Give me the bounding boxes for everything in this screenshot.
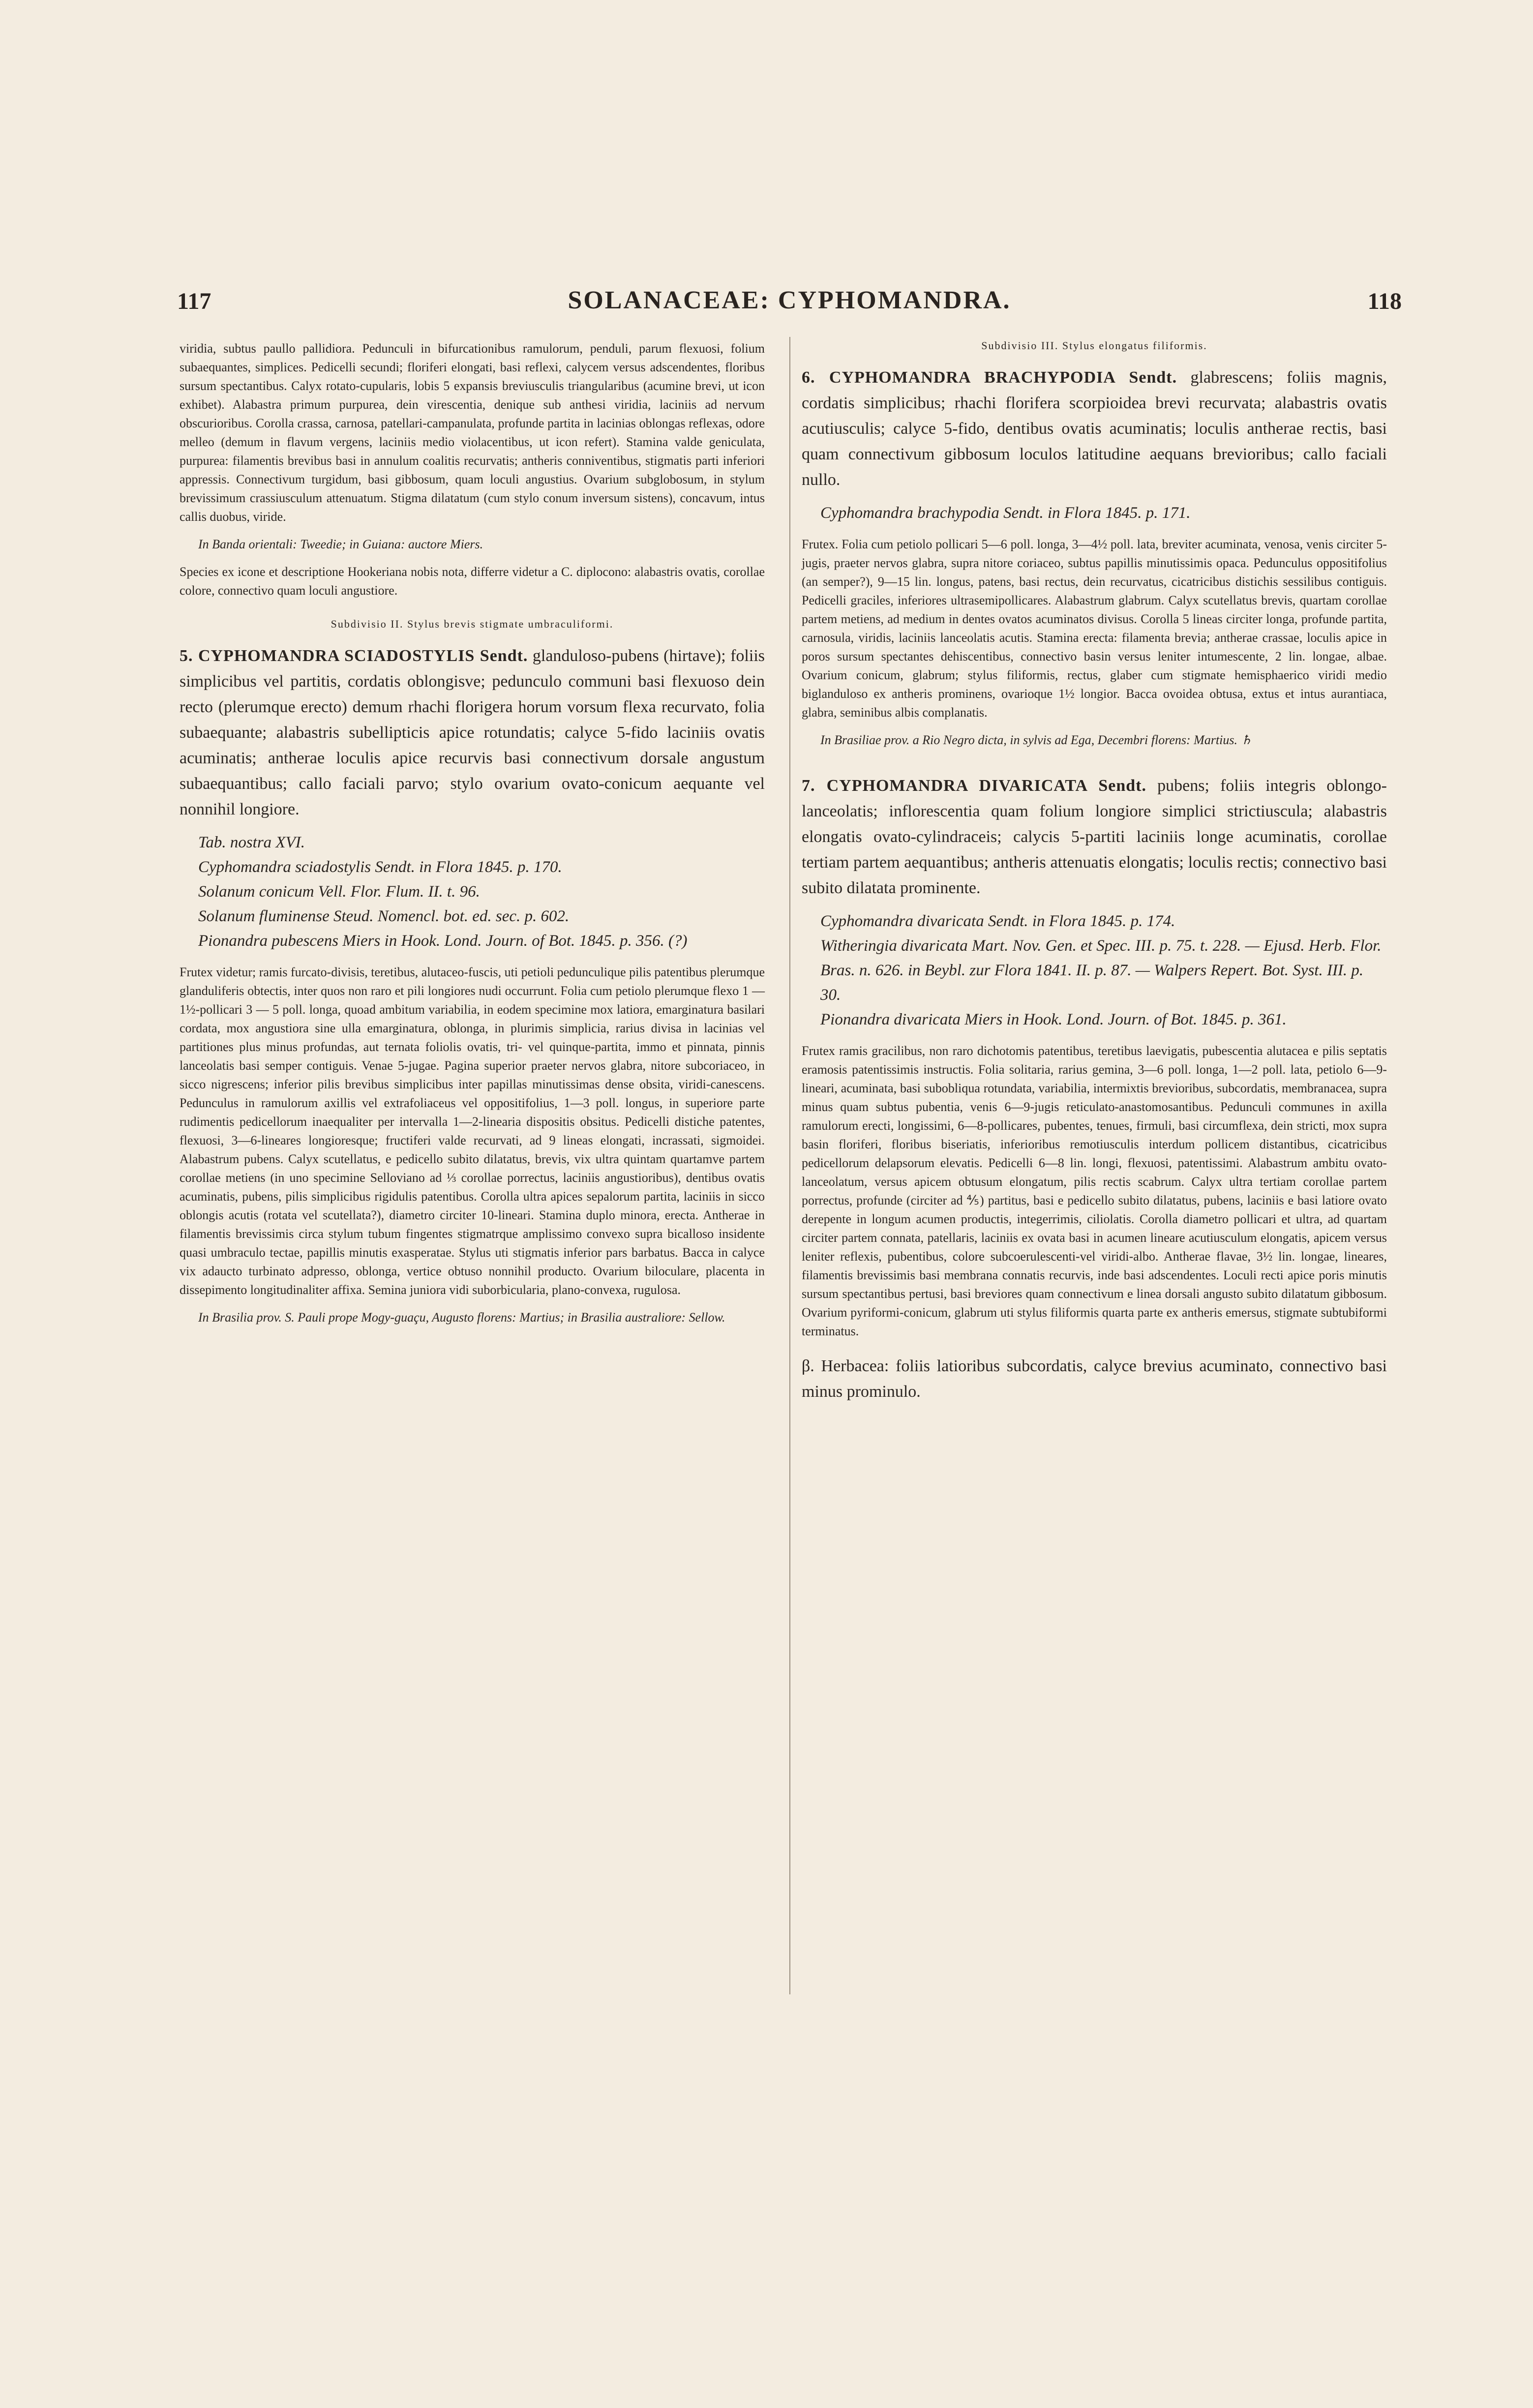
synonym-reference: Cyphomandra brachypodia Sendt. in Flora 1845. p. 171. bbox=[820, 504, 1191, 522]
column-divider bbox=[789, 337, 790, 1994]
right-page-number: 118 bbox=[1367, 288, 1402, 314]
species-name: 6. CYPHOMANDRA BRACHYPODIA Sendt. bbox=[802, 368, 1177, 387]
locality-note: In Brasiliae prov. a Rio Negro dicta, in sylvis ad Ega, Decembri florens: Martius. ♄ bbox=[820, 733, 1252, 747]
page-header bbox=[177, 288, 1402, 317]
synonym-reference: Solanum fluminense Steud. Nomencl. bot. ed. sec. p. 602. bbox=[198, 907, 570, 925]
species-diagnosis bbox=[802, 773, 1387, 901]
synonym-reference: Tab. nostra XVI. bbox=[198, 834, 305, 851]
left-page-number: 117 bbox=[177, 288, 211, 314]
running-title: SOLANACEAE: CYPHOMANDRA. bbox=[568, 286, 1011, 314]
species-diagnosis bbox=[180, 643, 765, 822]
locality-note: In Brasilia prov. S. Pauli prope Mogy-guaçu, Augusto florens: Martius; in Brasilia australiore: Sellow. bbox=[198, 1310, 725, 1324]
diagnosis-text: glanduloso-pubens (hirtave); foliis simplicibus vel partitis, cordatis oblongisve; pedunculo communi basi flexuoso dein recto (plerumque erecto) demum rhachi florigera horum vorsum flexa recurvato, folia subaequante; alabastris subellipticis apice rotundatis; calyce 5-fido laciniis ovatis acuminatis; antherae loculis apice recurvis basi connectivum dorsale angustum subaequantibus; callo faciali parvo; stylo ovarium ovato-conicum aequante vel nonnihil longiore. bbox=[180, 647, 765, 818]
synonym-reference: Solanum conicum Vell. Flor. Flum. II. t. 96. bbox=[198, 883, 480, 901]
right-column bbox=[802, 339, 1387, 1405]
variety-paragraph: β. Herbacea: foliis latioribus subcordatis, calyce brevius acuminato, connectivo basi minus prominulo. bbox=[802, 1357, 1387, 1401]
subdivision-heading: Subdivisio III. Stylus elongatus filiformis. bbox=[981, 339, 1207, 352]
description-paragraph: Frutex ramis gracilibus, non raro dichotomis patentibus, teretibus laevigatis, pubescentia alutacea e pilis septatis eramosis patentissimis instructis. Folia solitaria, rarius gemina, 3—6 poll. longa, 1—2 poll. lata, petiolo 6—9-lineari, acuminata, basi subobliqua rotundata, variabilia, intermixtis brevioribus, subcordatis, membranacea, supra minus quam subtus pubentia, venis 6—9-jugis reticulato-anastomosantibus. Pedunculi communes in axilla ramulorum erecti, longissimi, 6—8-pollicares, pubentes, tenues, firmuli, basi circumflexa, dein stricti, mox supra basin floriferi, floribus biseriatis, inferioribus remotiusculis interdum pollicem distantibus, cicatricibus pedicellorum delapsorum elevatis. Pedicelli 6—8 lin. longi, flexuosi, patentissimi. Alabastrum ambitu ovato-lanceolatum, versus apicem obtusum elongatum, pilis rectis scabrum. Calyx ultra tertiam corollae partem porrectus, profunde (circiter ad ⅘) partitus, basi e pedicello subito dilatatus, pubens, laciniis e basi latiore ovato derepente in longum acumen productis, integerrimis, ciliolatis. Corolla diametro pollicari et ultra, ad quartam circiter partem connata, patellaris, laciniis ex ovata basi in acumen lineare acutiusculum elongatis, apicem versus leniter reflexis, pubentibus, colore subcoerulescenti-vel viridi-albo. Antherae flavae, 3½ lin. longae, lineares, filamentis brevissimis basi membrana connatis recurvis, inde basi adscendentes. Loculi recti apice poris minutis sursum spectantibus pertusi, basi breviores quam connectivum e linea dorsali angusto subito dilatatum gibbosum. Ovarium pyriformi-conicum, glabrum uti stylus filiformis quarta parte ex antheris emersus, stigmate subtubiformi terminatus. bbox=[802, 1044, 1387, 1338]
subdivision-heading: Subdivisio II. Stylus brevis stigmate umbraculiformi. bbox=[331, 618, 614, 630]
synonym-reference: Cyphomandra divaricata Sendt. in Flora 1845. p. 174. bbox=[820, 912, 1175, 930]
locality-note: In Banda orientali: Tweedie; in Guiana: auctore Miers. bbox=[198, 537, 483, 551]
synonym-reference: Cyphomandra sciadostylis Sendt. in Flora 1845. p. 170. bbox=[198, 858, 562, 876]
description-paragraph: Frutex videtur; ramis furcato-divisis, teretibus, alutaceo-fuscis, uti petioli pedunculique pilis patentibus plerumque glanduliferis obtectis, inter quos non raro et pili longiores nudi occurrunt. Folia cum petiolo plerumque flexo 1 — 1½-pollicari 3 — 5 poll. longa, quoad ambitum variabilia, in eodem specimine mox latiora, emarginatura basilari cordata, mox angustiora sine ulla emarginatura, oblonga, in plurimis simplicia, rarius divisa in lacinias vel partitiones plus minus profundas, aut ternata foliolis ovatis, tri- vel quinque-partita, immo et pinnata, pinnis lanceolatis basi semper contiguis. Venae 5-jugae. Pagina superior praeter nervos glabra, nitore subcoriaceo, in sicco nigrescens; inferior pilis brevibus simplicibus inter papillas minutissimas dense obsita, viridi-canescens. Pedunculus in ramulorum axillis vel extrafoliaceus vel oppositifolius, 1—3 poll. longus, in superiore parte rudimentis pedicellorum inaequaliter per intervalla 1—2-linearia dispositis obsitus. Pedicelli distiche patentes, flexuosi, 3—6-lineares longioresque; fructiferi valde recurvati, ad 9 lineas elongati, incrassati, sigmoidei. Alabastrum pubens. Calyx scutellatus, e pedicello subito dilatatus, brevis, vix ultra quintam quartamve partem corollae metiens (in uno specimine Selloviano ad ⅓ corollae porrectus, laciniis angustioribus), dentibus ovatis acuminatis, pubens, pilis simplicibus rigidulis patentibus. Corolla ultra apices sepalorum partita, laciniis in sicco oblongis acutis (rotata vel scutellata?), diametro circiter 10-lineari. Stamina duplo minora, erecta. Antherae in filamentis brevissimis circa stylum tubum fingentes stigmatrque amplissimo convexo supra bicalloso insidente quasi umbraculo tectae, papillis minutis exasperatae. Stylus uti stigmatis inferior pars barbatus. Bacca in calyce vix adaucto turbinato adpresso, oblonga, vertice obtuso nonnihil producto. Ovarium biloculare, placenta in dissepimento longitudinaliter affixa. Semina juniora vidi suborbicularia, plano-convexa, rugulosa. bbox=[180, 965, 765, 1297]
species-diagnosis bbox=[802, 365, 1387, 493]
description-continued: viridia, subtus paullo pallidiora. Pedunculi in bifurcationibus ramulorum, penduli, parum flexuosi, folium subaequantes, simplices. Pedicelli secundi; floriferi elongati, basi reflexi, calycem versus adscendentes, floribus sursum spectantibus. Calyx rotato-cupularis, lobis 5 expansis breviusculis triangularibus (acumine brevi, ut icon exhibet). Alabastra primum purpurea, dein virescentia, denique sub anthesi viridia, laciniis ad nervum obscurioribus. Corolla crassa, carnosa, patellari-campanulata, profunde partita in lacinias oblongas reflexas, odore melleo (demum in flavum vergens, laciniis medio violacentibus, ut icon refert). Stamina valde geniculata, purpurea: filamentis brevibus basi in annulum coalitis recurvatis; antheris conniventibus, stigmatis parti inferiori appressis. Connectivum turgidum, basi gibbosum, quam loculi angustius. Ovarium subglobosum, in stylum brevissimum crassiusculum attenuatum. Stigma dilatatum (cum stylo conum inversum sistens), concavum, intus callis duobus, viride. bbox=[180, 341, 765, 524]
diagnosis-text: glabrescens; foliis magnis, cordatis simplicibus; rhachi florifera scorpioidea brevi recurvata; alabastris ovatis acutiusculis; calyce 5-fido, dentibus ovatis acuminatis; loculis antherae rectis, basi quam connectivum gibbosum loculos latitudine aequans brevioribus; callo faciali nullo. bbox=[802, 368, 1387, 489]
synonym-reference: Witheringia divaricata Mart. Nov. Gen. et Spec. III. p. 75. t. 228. — Ejusd. Herb. Flor. Bras. n. 626. in Beybl. zur Flora 1841. II. p. 87. — Walpers Repert. Bot. Syst. III. p. 30. bbox=[820, 937, 1382, 1004]
species-name: 5. CYPHOMANDRA SCIADOSTYLIS Sendt. bbox=[180, 647, 528, 665]
left-column bbox=[180, 339, 765, 1336]
remark-paragraph: Species ex icone et descriptione Hookeriana nobis nota, differre videtur a C. diplocono: alabastris ovatis, corollae colore, connectivo quam loculi angustiore. bbox=[180, 565, 765, 598]
synonym-reference: Pionandra divaricata Miers in Hook. Lond. Journ. of Bot. 1845. p. 361. bbox=[820, 1011, 1287, 1028]
species-name: 7. CYPHOMANDRA DIVARICATA Sendt. bbox=[802, 777, 1147, 795]
synonym-reference: Pionandra pubescens Miers in Hook. Lond. Journ. of Bot. 1845. p. 356. (?) bbox=[198, 932, 688, 950]
description-paragraph: Frutex. Folia cum petiolo pollicari 5—6 poll. longa, 3—4½ poll. lata, breviter acuminata, venosa, venis circiter 5-jugis, praeter nervos glabra, supra nitore coriaceo, subtus papillis minutissimis opaca. Pedunculus oppositifolius (an semper?), 9—15 lin. longus, patens, basi rectus, dein recurvatus, cicatricibus distichis sessilibus contiguis. Pedicelli graciles, inferiores ultrasemipollicares. Alabastrum glabrum. Calyx scutellatus brevis, quartam corollae partem metiens, ad medium in dentes ovatos acuminatos divisus. Corolla 5 lineas circiter longa, profunde partita, carnosula, viridis, laciniis lanceolatis acutis. Stamina erecta: filamenta brevia; antherae crassae, loculis apice in poros sursum spectantes dehiscentibus, connectivo basin versus leniter intumescente, 2 lin. longae, albae. Ovarium conicum, glabrum; stylus filiformis, rectus, glaber cum stigmate hemisphaerico viridi medio biglanduloso ex antheris prominens, ovarioque 1½ longior. Bacca ovoidea obtusa, extus et intus aurantiaca, glabra, seminibus albis complanatis. bbox=[802, 537, 1387, 720]
diagnosis-text: pubens; foliis integris oblongo-lanceolatis; inflorescentia quam folium longiore simplici strictiuscula; alabastris elongatis ovato-cylindraceis; calycis 5-partiti laciniis longe acuminatis, corollae tertiam partem aequantibus; antheris attenuatis elongatis; loculis rectis; connectivo basi subito dilatata prominente. bbox=[802, 777, 1387, 897]
